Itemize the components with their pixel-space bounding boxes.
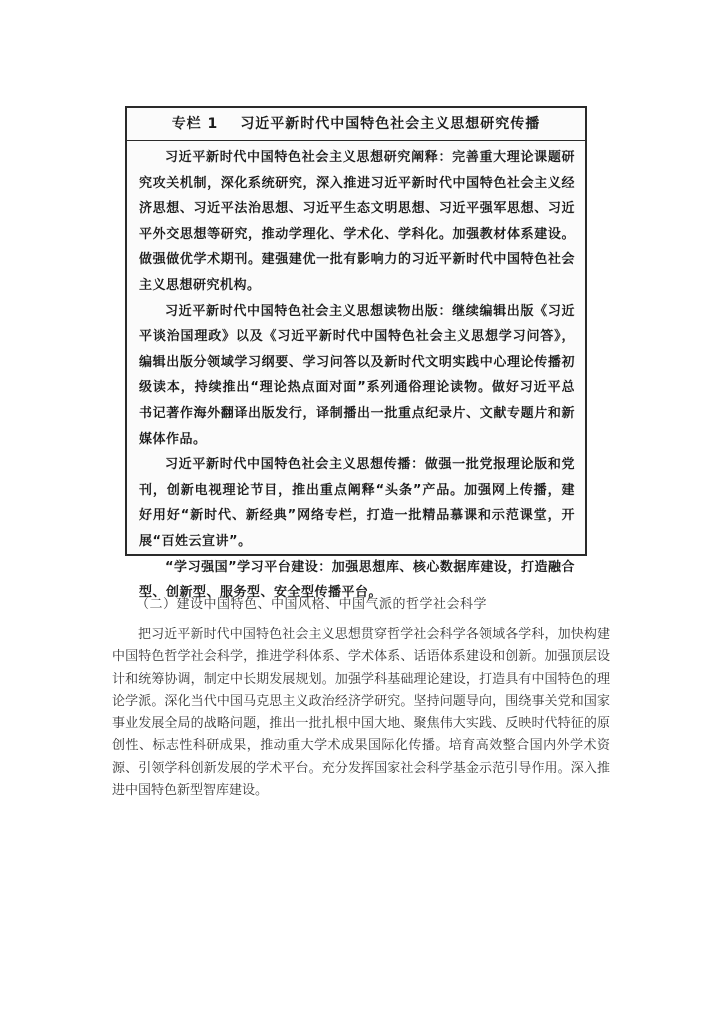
column-box-body — [127, 141, 585, 606]
column-paragraph-dissemination: 习近平新时代中国特色社会主义思想传播：做强一批党报理论版和党刊，创新电视理论节目，推出重点阐释“头条”产品。加强网上传播，建好用好“新时代、新经典”网络专栏，打造一批精品慕课和示范课堂，开展“百姓云宣讲”。 — [139, 457, 575, 549]
column-title: 习近平新时代中国特色社会主义思想研究传播 — [240, 116, 541, 132]
column-number: 专栏 1 — [171, 116, 219, 132]
column-paragraph-research: 习近平新时代中国特色社会主义思想研究阐释：完善重大理论课题研究攻关机制，深化系统研究，深入推进习近平新时代中国特色社会主义经济思想、习近平法治思想、习近平生态文明思想、习近平强军思想、习近平外交思想等研究，推动学理化、学术化、学科化。加强教材体系建设。做强做优学术期刊。建强建优一批有影响力的习近平新时代中国特色社会主义思想研究机构。 — [139, 150, 575, 293]
column-box — [125, 106, 587, 601]
column-paragraph-xuexi-platform: “学习强国”学习平台建设：加强思想库、核心数据库建设，打造融合型、创新型、服务型、安全型传播平台。 — [139, 559, 575, 601]
section-paragraph: 把习近平新时代中国特色社会主义思想贯穿哲学社会科学各领域各学科，加快构建中国特色哲学社会科学，推进学科体系、学术体系、话语体系建设和创新。加强顶层设计和统筹协调，制定中长期发展规划。加强学科基础理论建设，打造具有中国特色的理论学派。深化当代中国马克思主义政治经济学研究。坚持问题导向，围绕事关党和国家事业发展全局的战略问题，推出一批扎根中国大地、聚焦伟大实践、反映时代特征的原创性、标志性科研成果，推动重大学术成果国际化传播。培育高效整合国内外学术资源、引领学科创新发展的学术平台。充分发挥国家社会科学基金示范引导作用。深入推进中国特色新型智库建设。 — [112, 627, 610, 799]
section-heading: （二）建设中国特色、中国风格、中国气派的哲学社会科学 — [136, 597, 488, 612]
column-box-title — [127, 108, 585, 141]
column-paragraph-publications: 习近平新时代中国特色社会主义思想读物出版：继续编辑出版《习近平谈治国理政》以及《习近平新时代中国特色社会主义思想学习问答》，编辑出版分领域学习纲要、学习问答以及新时代文明实践中心理论传播初级读本，持续推出“理论热点面对面”系列通俗理论读物。做好习近平总书记著作海外翻译出版发行，译制播出一批重点纪录片、文献专题片和新媒体作品。 — [139, 303, 575, 447]
